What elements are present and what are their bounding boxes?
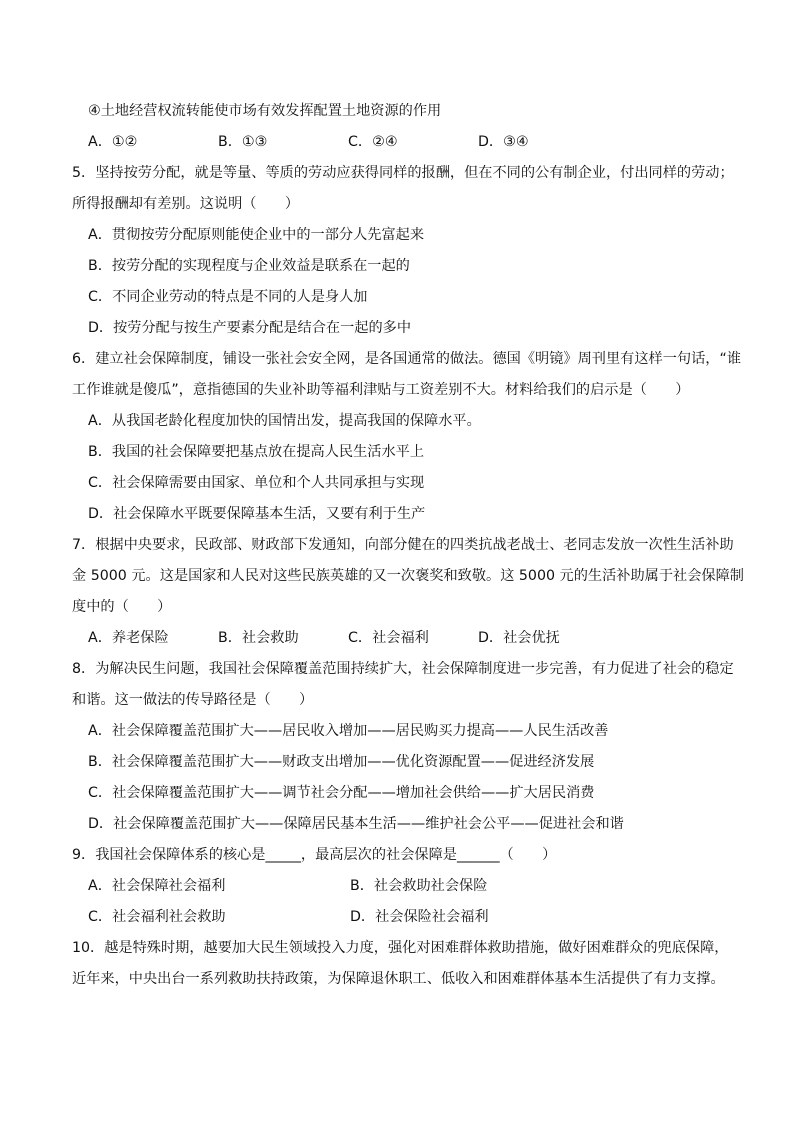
q5-stem-line-2: 所得报酬却有差别。这说明（ ）	[72, 196, 300, 212]
q7-option-a[interactable]: A．养老保险	[88, 630, 169, 646]
q9-option-a[interactable]: A．社会保障社会福利	[88, 878, 226, 894]
q6-stem-line-1: 6．建立社会保障制度，铺设一张社会安全网，是各国通常的做法。德国《明镜》周刊里有这样一句话，“谁	[72, 351, 742, 367]
q7-options	[72, 623, 732, 654]
q5-stem-line-1: 5．坚持按劳分配，就是等量、等质的劳动应获得同样的报酬，但在不同的公有制企业，付出同样的劳动；	[72, 165, 734, 181]
q9-option-b[interactable]: B．社会救助社会保险	[350, 878, 488, 894]
q4-option-b[interactable]: B．①③	[218, 134, 268, 150]
q7-stem-line-3: 度中的（ ）	[72, 599, 172, 615]
q5-option-a[interactable]: A．贯彻按劳分配原则能使企业中的一部分人先富起来	[88, 227, 425, 243]
q4-option-c[interactable]: C．②④	[348, 134, 398, 150]
q6-option-b[interactable]: B．我国的社会保障要把基点放在提高人民生活水平上	[88, 444, 425, 460]
q8-option-b[interactable]: B．社会保障覆盖范围扩大——财政支出增加——优化资源配置——促进经济发展	[88, 754, 595, 770]
q8-option-d[interactable]: D．社会保障覆盖范围扩大——保障居民基本生活——维护社会公平——促进社会和谐	[88, 816, 624, 832]
q5-option-d[interactable]: D．按劳分配与按生产要素分配是结合在一起的多中	[88, 320, 412, 336]
q9-option-d[interactable]: D．社会保险社会福利	[350, 909, 489, 925]
q6-stem-line-2: 工作谁就是傻瓜”，意指德国的失业补助等福利津贴与工资差别不大。材料给我们的启示是（ ）	[72, 382, 690, 398]
q9-option-c[interactable]: C．社会福利社会救助	[88, 909, 226, 925]
q7-stem-line-1: 7．根据中央要求，民政部、财政部下发通知，向部分健在的四类抗战老战士、老同志发放一次性生活补助	[72, 537, 734, 553]
q5-option-b[interactable]: B．按劳分配的实现程度与企业效益是联系在一起的	[88, 258, 410, 274]
q4-option-a[interactable]: A．①②	[88, 134, 138, 150]
q5-option-c[interactable]: C．不同企业劳动的特点是不同的人是身人加	[88, 289, 368, 305]
q8-stem-line-1: 8．为解决民生问题，我国社会保障覆盖范围持续扩大，社会保障制度进一步完善，有力促进了社会的稳定	[72, 661, 734, 677]
q8-option-a[interactable]: A．社会保障覆盖范围扩大——居民收入增加——居民购买力提高——人民生活改善	[88, 723, 609, 739]
q8-option-c[interactable]: C．社会保障覆盖范围扩大——调节社会分配——增加社会供给——扩大居民消费	[88, 785, 595, 801]
q4-option-d[interactable]: D．③④	[478, 134, 529, 150]
q4-options	[72, 127, 732, 158]
question-list	[72, 96, 744, 995]
q7-stem-line-2: 金 5000 元。这是国家和人民对这些民族英雄的又一次褒奖和致敬。这 5000 元的生活补助属于社会保障制	[72, 568, 744, 584]
q6-option-d[interactable]: D．社会保障水平既要保障基本生活，又要有利于生产	[88, 506, 426, 522]
q9-options-row-1	[72, 871, 732, 902]
q7-option-c[interactable]: C．社会福利	[348, 630, 429, 646]
q9-stem: 9．我国社会保障体系的核心是_____，最高层次的社会保障是______（ ）	[72, 847, 557, 863]
q10-stem-line-1: 10．越是特殊时期，越要加大民生领域投入力度，强化对困难群体救助措施，做好困难群众的兜底保障，	[72, 940, 729, 956]
q9-options-row-2	[72, 902, 732, 933]
q8-stem-line-2: 和谐。这一做法的传导路径是（ ）	[72, 692, 314, 708]
q10-stem-line-2: 近年来，中央出台一系列救助扶持政策，为保障退休职工、低收入和困难群体基本生活提供了有力支撑。	[72, 971, 725, 987]
q4-statement-4: ④土地经营权流转能使市场有效发挥配置土地资源的作用	[88, 103, 442, 119]
q7-option-b[interactable]: B．社会救助	[218, 630, 299, 646]
q7-option-d[interactable]: D．社会优抚	[478, 630, 560, 646]
q6-option-c[interactable]: C．社会保障需要由国家、单位和个人共同承担与实现	[88, 475, 425, 491]
q6-option-a[interactable]: A．从我国老龄化程度加快的国情出发，提高我国的保障水平。	[88, 413, 481, 429]
